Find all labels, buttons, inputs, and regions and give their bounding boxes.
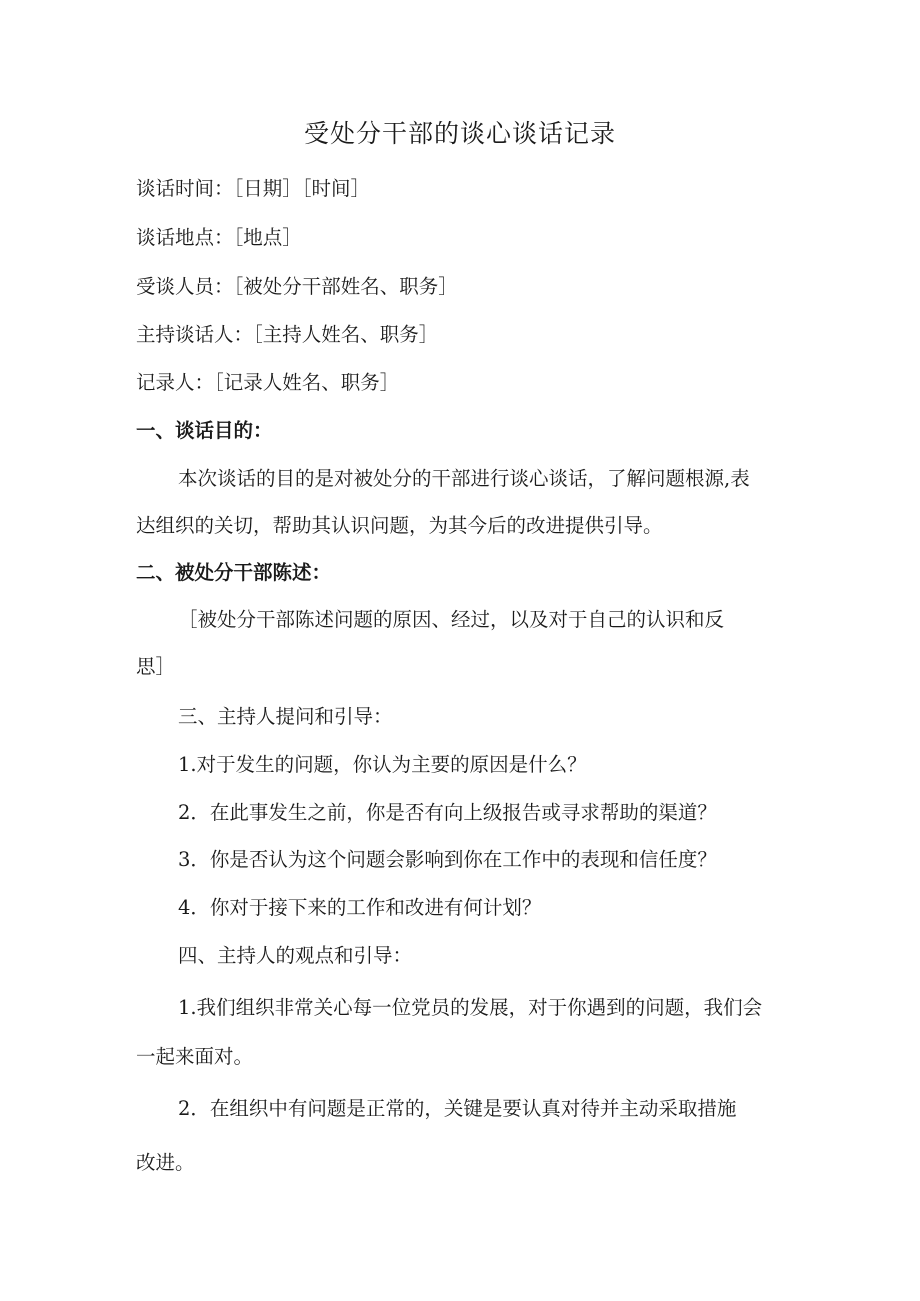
section3-question-4: 4．你对于接下来的工作和改进有何计划？ [178, 896, 542, 919]
section1-heading: 一、谈话目的： [136, 419, 273, 442]
section2-heading: 二、被处分干部陈述： [136, 561, 332, 584]
section4-point-2-line2: 改进。 [136, 1151, 195, 1174]
document-title: 受处分干部的谈心谈话记录 [303, 119, 616, 148]
section3-question-2: 2．在此事发生之前，你是否有向上级报告或寻求帮助的渠道？ [178, 801, 717, 824]
meta-recorder: 记录人：［记录人姓名、职务］ [136, 371, 400, 394]
section1-para-line1: 本次谈话的目的是对被处分的干部进行谈心谈话，了解问题根源,表 [178, 467, 750, 490]
section4-point-1-line2: 一起来面对。 [136, 1045, 254, 1068]
section4-heading: 四、主持人的观点和引导： [178, 944, 413, 967]
meta-place: 谈话地点：［地点］ [136, 226, 302, 249]
meta-host: 主持谈话人：［主持人姓名、职务］ [136, 323, 439, 346]
meta-interviewee: 受谈人员：［被处分干部姓名、职务］ [136, 275, 458, 298]
section4-point-2-line1: 2．在组织中有问题是正常的，关键是要认真对待并主动采取措施 [178, 1097, 737, 1120]
section2-para-line1: ［被处分干部陈述问题的原因、经过，以及对于自己的认识和反 [178, 608, 725, 631]
section3-question-1: 1.对于发生的问题，你认为主要的原因是什么？ [178, 753, 587, 776]
meta-time: 谈话时间：［日期］［时间］ [136, 177, 371, 200]
section2-para-line2: 思］ [136, 655, 176, 678]
section3-question-3: 3．你是否认为这个问题会影响到你在工作中的表现和信任度？ [178, 848, 717, 871]
section3-heading: 三、主持人提问和引导： [178, 705, 393, 728]
section4-point-1-line1: 1.我们组织非常关心每一位党员的发展，对于你遇到的问题，我们会 [178, 996, 763, 1019]
section1-para-line2: 达组织的关切，帮助其认识问题，为其今后的改进提供引导。 [136, 514, 663, 537]
